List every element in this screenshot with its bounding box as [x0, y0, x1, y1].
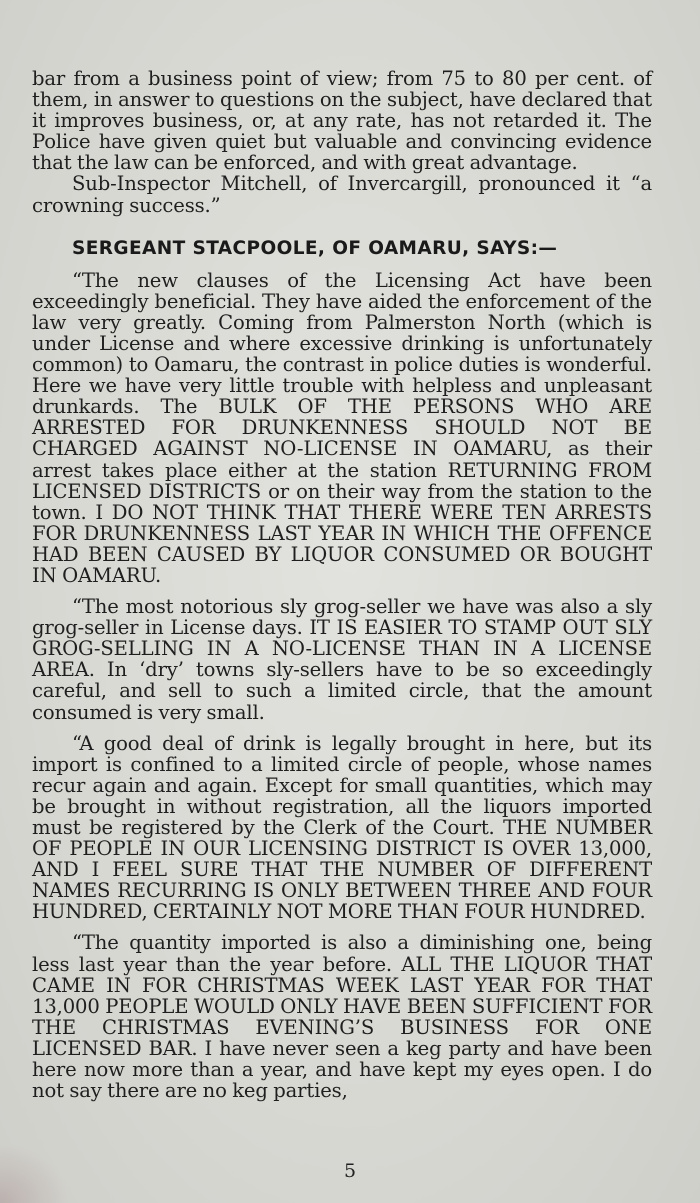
- paragraph-stacpoole-2: “The most notorious sly grog-seller we have was also a sly grog-seller in License days. IT IS EASIER TO STAMP OUT SLY GROG-SELLING IN A NO-LICENSE THAN IN A LICENSE AREA. In ‘dry’ towns sly-sellers have to be so exceedingly careful, and sell to such a limited circle, that the amount consumed is very small.: [32, 595, 652, 724]
- paragraph-mitchell-quote: Sub-Inspector Mitchell, of Invercargill, pronounced it “a crowning success.”: [32, 172, 652, 217]
- page-body: [32, 68, 652, 1101]
- section-heading: SERGEANT STACPOOLE, OF OAMARU, SAYS:—: [72, 237, 558, 259]
- paragraph-continuation: bar from a business point of view; from 75 to 80 per cent. of them, in answer to questions on the subject, have declared that it improves business, or, at any rate, has not retarded it. The Police have given quiet but valuable and convincing evidence that the law can be enforced, and with great advantage.: [32, 67, 652, 175]
- paragraph-stacpoole-3: “A good deal of drink is legally brought in here, but its import is confined to a limited circle of people, whose names recur again and again. Except for small quantities, which may be brought in without registration, all the liquors imported must be registered by the Clerk of the Court. THE NUMBER OF PEOPLE IN OUR LICENSING DISTRICT IS OVER 13,000, AND I FEEL SURE THAT THE NUMBER OF DIFFERENT NAMES RECURRING IS ONLY BETWEEN THREE AND FOUR HUNDRED, CERTAINLY NOT MORE THAN FOUR HUNDRED.: [32, 731, 652, 924]
- paper-stain: [0, 1143, 70, 1203]
- page-number: 5: [343, 1160, 357, 1182]
- paragraph-stacpoole-1: “The new clauses of the Licensing Act have been exceedingly beneficial. They have aided the enforcement of the law very greatly. Coming from Palmerston North (which is under License and where excessive drinking is unfortunately common) to Oamaru, the contrast in police duties is wonderful. Here we have very little trouble with helpless and unpleasant drunkards. The BULK OF THE PERSONS WHO ARE ARRESTED FOR DRUNKENNESS SHOULD NOT BE CHARGED AGAINST NO-LICENSE IN OAMARU, as their arrest takes place either at the station RETURNING FROM LICENSED DISTRICTS or on their way from the station to the town. I DO NOT THINK THAT THERE WERE TEN ARRESTS FOR DRUNKENNESS LAST YEAR IN WHICH THE OFFENCE HAD BEEN CAUSED BY LIQUOR CONSUMED OR BOUGHT IN OAMARU.: [32, 268, 652, 587]
- paragraph-stacpoole-4: “The quantity imported is also a diminishing one, being less last year than the year before. ALL THE LIQUOR THAT CAME IN FOR CHRISTMAS WEEK LAST YEAR FOR THAT 13,000 PEOPLE WOULD ONLY HAVE BEEN SUFFICIENT FOR THE CHRISTMAS EVENING’S BUSINESS FOR ONE LICENSED BAR. I have never seen a keg party and have been here now more than a year, and have kept my eyes open. I do not say there are no keg parties,: [32, 931, 652, 1103]
